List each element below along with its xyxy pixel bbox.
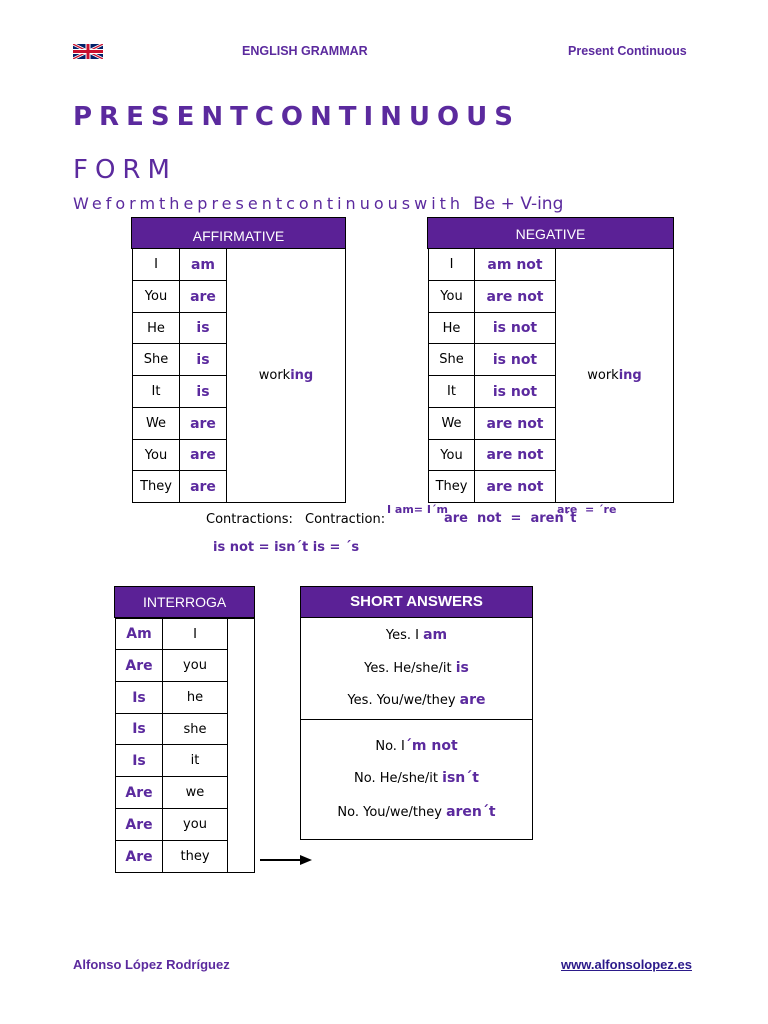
table-cell-subject: He <box>133 313 180 344</box>
answer-verb: am <box>423 627 448 643</box>
interrogative-table <box>115 618 255 873</box>
short-answer-no-you <box>301 804 532 820</box>
short-answer-no-i <box>301 738 532 754</box>
table-cell-subject: they <box>163 841 228 873</box>
negative-word <box>556 249 674 503</box>
answer-text: Yes. He/she/it <box>364 661 456 676</box>
table-cell-verb: are not <box>475 471 556 503</box>
table-cell-verb: Are <box>116 841 163 873</box>
table-cell-subject: you <box>163 809 228 841</box>
page-title: PRESENTCONTINUOUS <box>73 102 520 132</box>
contraction-is-not: is not = isn´t is = ´s <box>213 540 360 555</box>
affirmative-word <box>227 249 346 503</box>
table-cell-verb: are <box>180 440 227 471</box>
answer-text: No. I <box>375 739 405 754</box>
table-cell-subject: you <box>163 650 228 682</box>
table-cell-verb: Are <box>116 777 163 809</box>
table-cell-subject: You <box>429 440 475 471</box>
table-cell-verb: Am <box>116 619 163 650</box>
table-cell-subject: she <box>163 714 228 745</box>
word-suffix: ing <box>618 368 642 383</box>
table-cell-subject: he <box>163 682 228 714</box>
table-cell-subject: We <box>133 408 180 440</box>
table-cell-subject: I <box>429 249 475 281</box>
header-topic: Present Continuous <box>568 44 687 58</box>
word-stem: work <box>587 368 619 383</box>
table-cell-verb: are <box>180 281 227 313</box>
table-cell-verb: is not <box>475 376 556 408</box>
negative-table <box>428 248 674 503</box>
short-answer-yes-you <box>301 692 532 708</box>
table-cell-subject: it <box>163 745 228 777</box>
word-stem: work <box>258 368 291 383</box>
subtitle-formula: Be + V-ing <box>473 194 564 214</box>
contraction-are: are = ´re <box>557 503 617 516</box>
table-cell-subject: He <box>429 313 475 344</box>
short-answer-yes-he <box>301 660 532 676</box>
table-cell-verb: are not <box>475 281 556 313</box>
page-title-line2: FORM <box>73 155 177 185</box>
header-title: ENGLISH GRAMMAR <box>242 44 368 58</box>
table-cell-verb: is <box>180 313 227 344</box>
table-cell-verb: Is <box>116 714 163 745</box>
contraction-label: Contraction: <box>305 512 386 527</box>
table-cell-verb: is <box>180 344 227 376</box>
table-cell-subject: We <box>429 408 475 440</box>
short-answer-yes-i <box>301 627 532 643</box>
table-cell-verb: are <box>180 408 227 440</box>
table-cell-verb: are not <box>475 408 556 440</box>
table-cell-subject: They <box>429 471 475 503</box>
negative-heading: NEGATIVE <box>427 217 674 249</box>
table-cell-subject: They <box>133 471 180 503</box>
table-cell-subject: It <box>429 376 475 408</box>
table-cell-verb: is not <box>475 313 556 344</box>
arrow-right-icon <box>260 852 312 866</box>
table-cell-verb: is <box>180 376 227 408</box>
footer-website-link[interactable]: www.alfonsolopez.es <box>561 957 692 972</box>
table-cell-subject: It <box>133 376 180 408</box>
table-cell-verb: are <box>180 471 227 503</box>
interrogative-cut-column <box>228 619 255 873</box>
subtitle <box>73 194 563 214</box>
table-cell-verb: Are <box>116 809 163 841</box>
table-cell-verb: Is <box>116 745 163 777</box>
answer-verb: is <box>455 660 469 676</box>
answer-text: No. You/we/they <box>337 805 447 820</box>
answer-verb: ´m not <box>404 738 458 754</box>
table-cell-verb: are not <box>475 440 556 471</box>
table-cell-subject: You <box>133 281 180 313</box>
table-cell-subject: She <box>133 344 180 376</box>
short-answers-positive <box>300 617 533 720</box>
answer-text: Yes. I <box>385 628 424 643</box>
short-answers-heading: SHORT ANSWERS <box>300 586 533 618</box>
short-answers-negative <box>300 719 533 840</box>
uk-flag-icon <box>73 44 103 59</box>
table-cell-subject: I <box>133 249 180 281</box>
table-cell-verb: Is <box>116 682 163 714</box>
table-cell-subject: You <box>133 440 180 471</box>
subtitle-prefix: Weformthepresentcontinuouswith <box>73 194 465 213</box>
table-cell-verb: am not <box>475 249 556 281</box>
short-answer-no-he <box>301 770 532 786</box>
affirmative-heading: AFFIRMATIVE <box>131 217 346 249</box>
table-cell-verb: am <box>180 249 227 281</box>
table-cell-subject: I <box>163 619 228 650</box>
word-suffix: ing <box>290 368 314 383</box>
footer-author: Alfonso López Rodríguez <box>73 957 230 972</box>
contraction-i-am: I am= I´m <box>387 503 448 516</box>
answer-text: Yes. You/we/they <box>347 693 460 708</box>
answer-verb: aren´t <box>446 804 496 820</box>
table-cell-verb: Are <box>116 650 163 682</box>
answer-verb: are <box>459 692 486 708</box>
table-cell-subject: we <box>163 777 228 809</box>
affirmative-table <box>132 248 346 503</box>
table-cell-verb: is not <box>475 344 556 376</box>
contractions-label: Contractions: <box>206 512 293 527</box>
table-cell-subject: She <box>429 344 475 376</box>
interrogative-heading: INTERROGA <box>114 586 255 618</box>
answer-verb: isn´t <box>442 770 479 786</box>
contraction-are-not: are not = aren´t <box>444 511 577 526</box>
table-cell-subject: You <box>429 281 475 313</box>
answer-text: No. He/she/it <box>354 771 443 786</box>
